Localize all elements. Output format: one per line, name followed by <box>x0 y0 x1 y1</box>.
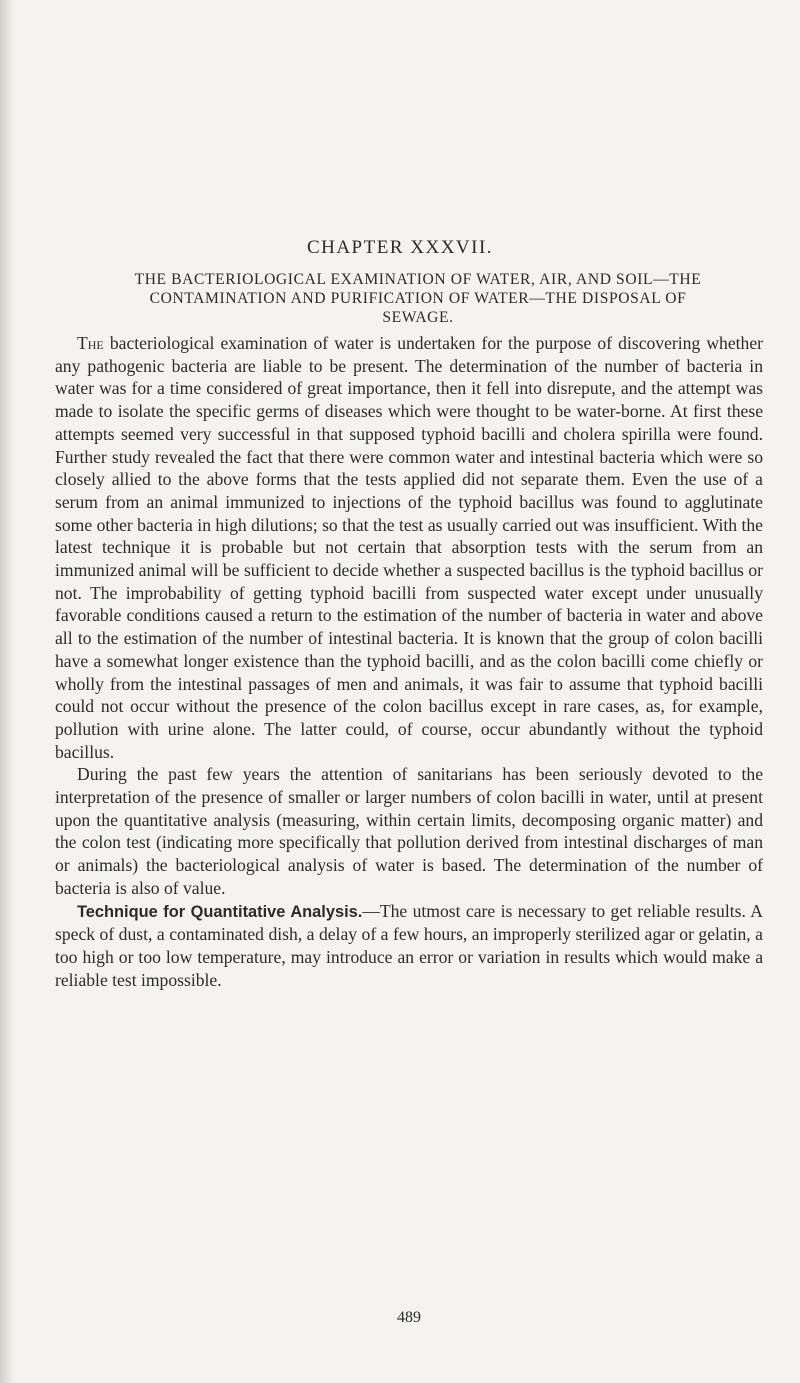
paragraph-2-text: During the past few years the attention of sanitarians has been seriously devoted to the interpretation of the presence of smaller or larger numbers of colon bacilli in water, until at present upon the quantitative analysis (measuring, within certain limits, decomposing organic matter) and the colon test (indicating more specifically that pollution derived from intestinal discharges of man or animals) the bacteriological analysis of water is based. The determination of the number of bacteria is also of value. <box>55 764 763 898</box>
paragraph-1-text: bacteriological examination of water is undertaken for the purpose of discovering whether any pathogenic bacteria are liable to be present. The determination of the number of bacteria in water was for a time considered of great importance, then it fell into disrepute, and the attempt was made to isolate the specific germs of diseases which were thought to be water-borne. At first these attempts seemed very successful in that supposed typhoid bacilli and cholera spirilla were found. Further study revealed the fact that there were common water and intestinal bacteria which were so closely allied to the above forms that the tests applied did not separate them. Even the use of a serum from an animal immunized to injections of the typhoid bacillus was found to agglutinate some other bacteria in high dilutions; so that the test as usually carried out was insufficient. With the latest technique it is probable but not certain that absorption tests with the serum from an immunized animal will be sufficient to decide whether a suspected bacillus is the typhoid bacillus or not. The improbability of getting typhoid bacilli from suspected water except under unusually favorable conditions caused a return to the estimation of the number of bacteria in water and above all to the estimation of the number of intestinal bacteria. It is known that the group of colon bacilli have a somewhat longer existence than the typhoid bacilli, and as the colon bacilli come chiefly or wholly from the intestinal passages of men and animals, it was fair to assume that typhoid bacilli could not occur without the presence of the colon bacillus except in rare cases, as, for example, pollution with urine alone. The latter could, of course, occur abundantly without the typhoid bacillus. <box>55 333 763 762</box>
chapter-heading: CHAPTER XXXVII. <box>306 237 494 258</box>
paragraph-3-text: —The utmost care is necessary to get reliable results. A speck of dust, a contaminated dish, a delay of a few hours, an improperly sterilized agar or gelatin, a too high or too low temperature, may introduce an error or variation in results which would make a reliable test impossible. <box>55 900 763 990</box>
page-number: 489 <box>397 1309 421 1326</box>
paragraph-3 <box>55 900 763 992</box>
page-gutter-shadow <box>0 0 14 1383</box>
paragraph-1 <box>55 332 763 763</box>
chapter-title: THE BACTERIOLOGICAL EXAMINATION OF WATER, AIR, AND SOIL—THE CONTAMINATION AND PURIFICATION OF WATER—THE DISPOSAL OF SEWAGE. <box>134 271 702 326</box>
section-sidehead: Technique for Quantitative Analysis. <box>77 902 363 921</box>
body-text <box>55 332 763 991</box>
paragraph-2 <box>55 763 763 899</box>
paragraph-1-lead: The <box>77 333 104 353</box>
